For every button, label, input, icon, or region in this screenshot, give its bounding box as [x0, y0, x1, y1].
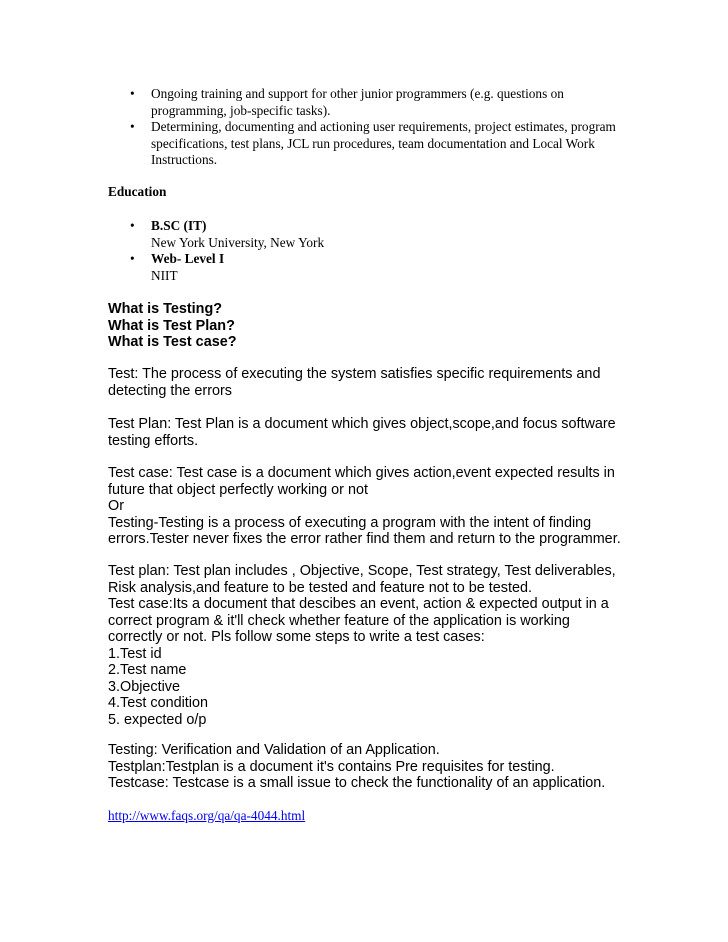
paragraph-line: Testcase: Testcase is a small issue to check the functionality of an application. — [108, 775, 606, 791]
question-line: What is Test case? — [108, 334, 237, 350]
step-line: 4.Test condition — [108, 695, 208, 711]
paragraph-line: correct program & it'll check whether feature of the application is working — [108, 612, 570, 629]
paragraph-line: Test plan: Test plan includes , Objective, Scope, Test strategy, Test deliverables, — [108, 563, 616, 579]
bullet-icon: • — [130, 86, 135, 101]
list-item — [108, 119, 628, 169]
degree-institution: NIIT — [151, 267, 178, 283]
summary-block — [108, 742, 638, 792]
source-link[interactable]: http://www.faqs.org/qa/qa-4044.html — [108, 808, 306, 823]
education-list — [108, 218, 628, 284]
questions-block — [108, 301, 638, 351]
paragraph-line: Test case: Test case is a document which gives action,event expected results in — [108, 465, 615, 481]
paragraph-line: correctly or not. Pls follow some steps to write a test cases: — [108, 629, 485, 645]
source-link-block — [108, 808, 638, 825]
bullet-icon: • — [130, 251, 135, 266]
paragraph-line: detecting the errors — [108, 382, 232, 399]
list-item — [108, 86, 628, 119]
paragraph-line: Or — [108, 498, 124, 514]
test-plan-definition — [108, 416, 638, 449]
paragraph-line: Test case:Its a document that descibes an event, action & expected output in a — [108, 596, 609, 612]
paragraph-line: Risk analysis,and feature to be tested and feature not to be tested. — [108, 579, 532, 596]
bullet-icon: • — [130, 119, 135, 134]
responsibilities-list — [108, 86, 628, 169]
degree-title: B.SC (IT) — [151, 218, 207, 233]
step-line: 2.Test name — [108, 662, 187, 678]
paragraph-line: Test: The process of executing the system satisfies specific requirements and — [108, 366, 601, 382]
question-line: What is Test Plan? — [108, 317, 235, 334]
step-line: 5. expected o/p — [108, 711, 207, 728]
test-definition — [108, 366, 638, 399]
question-line: What is Testing? — [108, 301, 223, 317]
list-item — [108, 251, 628, 284]
paragraph-line: Testplan:Testplan is a document it's contains Pre requisites for testing. — [108, 758, 555, 775]
degree-institution: New York University, New York — [151, 234, 325, 250]
paragraph-line: Testing-Testing is a process of executing a program with the intent of finding — [108, 514, 592, 531]
step-line: 1.Test id — [108, 645, 162, 662]
step-line: 3.Objective — [108, 678, 180, 695]
paragraph-line: Test Plan: Test Plan is a document which gives object,scope,and focus software — [108, 416, 616, 432]
list-item — [108, 218, 628, 251]
test-plan-details — [108, 563, 638, 728]
bullet-icon: • — [130, 218, 135, 233]
responsibility-text: Determining, documenting and actioning user requirements, project estimates, program specifications, test plans, JCL run procedures, team documentation and Local Work Instructions. — [151, 119, 616, 167]
education-heading: Education — [108, 184, 167, 199]
paragraph-line: testing efforts. — [108, 432, 199, 449]
paragraph-line: Testing: Verification and Validation of an Application. — [108, 742, 440, 758]
degree-title: Web- Level I — [151, 251, 225, 266]
paragraph-line: errors.Tester never fixes the error rather find them and return to the programmer. — [108, 531, 621, 547]
responsibility-text: Ongoing training and support for other junior programmers (e.g. questions on programming, job-specific tasks). — [151, 86, 564, 118]
test-case-definition — [108, 465, 638, 548]
paragraph-line: future that object perfectly working or not — [108, 481, 368, 498]
